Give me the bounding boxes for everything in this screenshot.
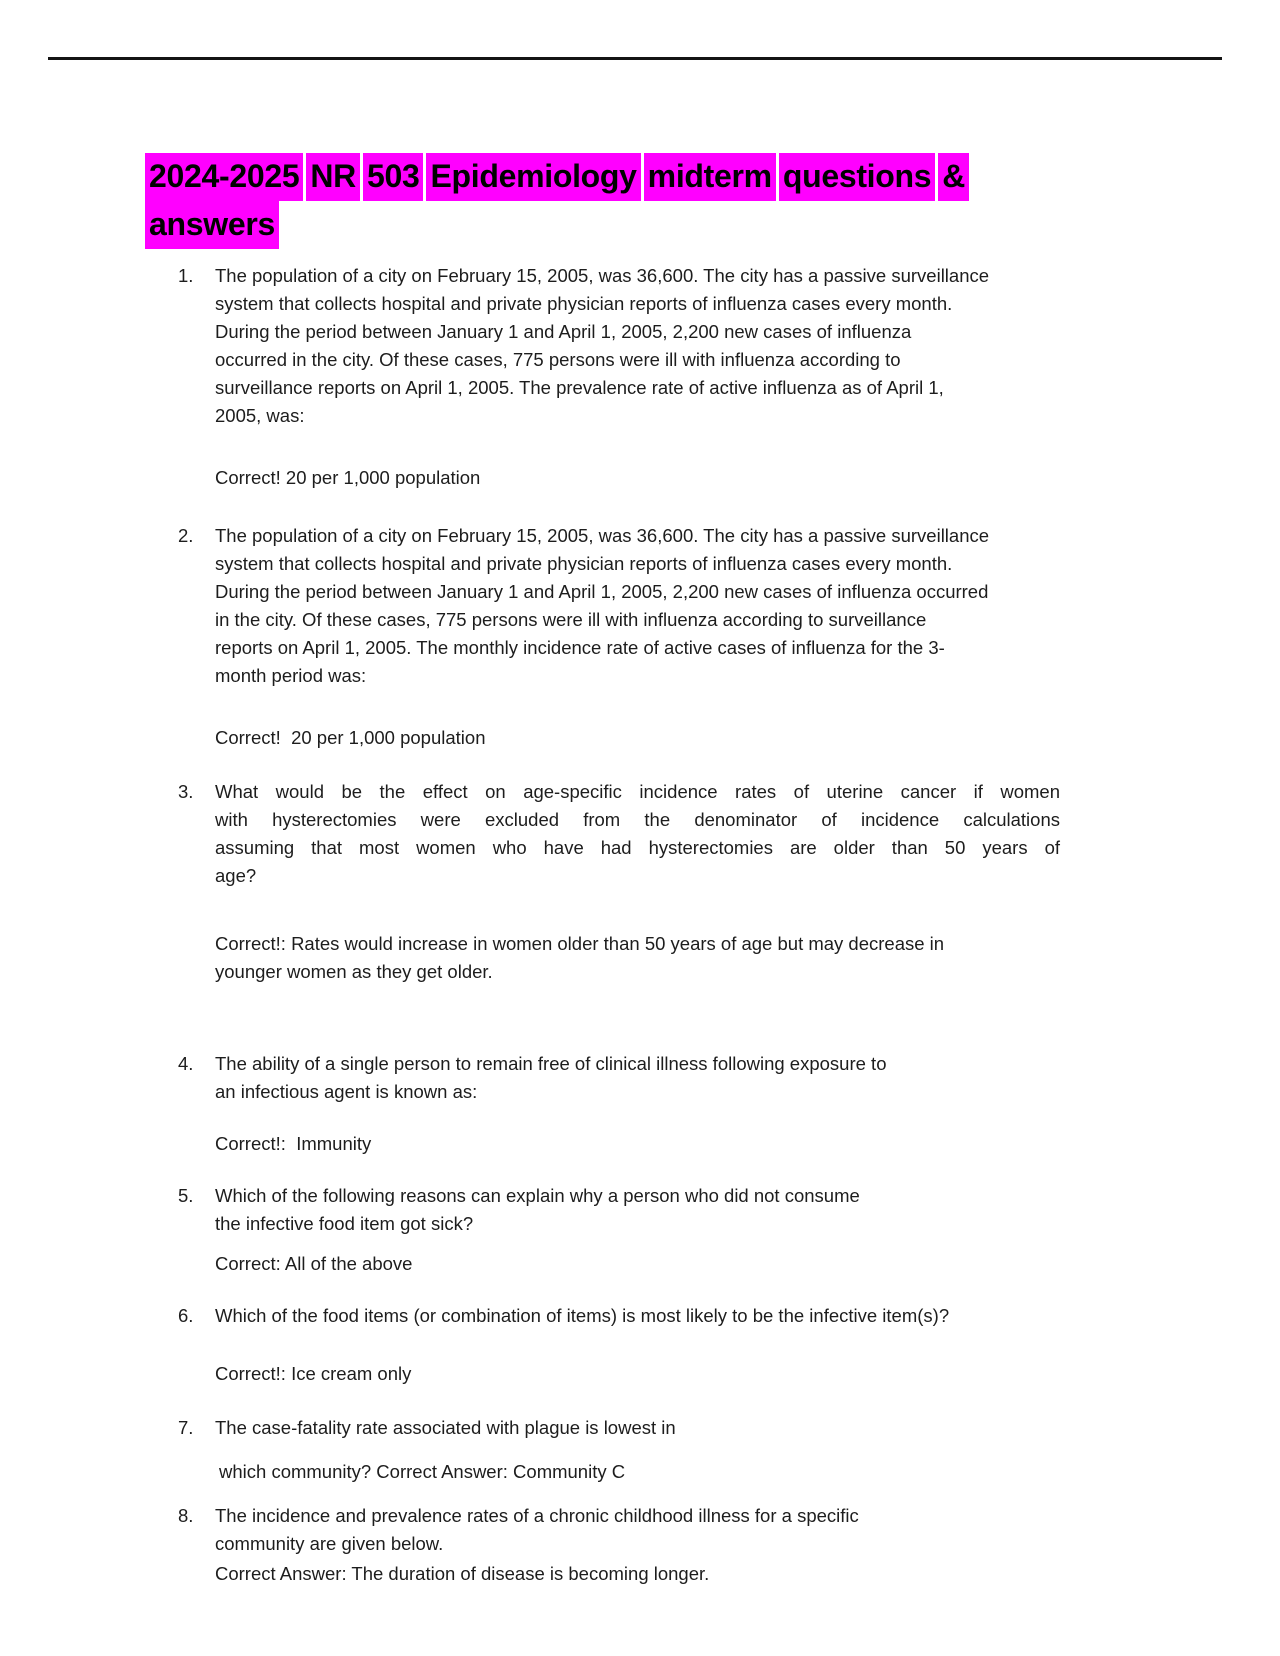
answer-line: Correct Answer: The duration of disease is becoming longer. [215, 1563, 710, 1584]
question-line: The incidence and prevalence rates of a chronic childhood illness for a specific [215, 1505, 859, 1526]
question-number: 3. [178, 781, 194, 802]
question-line: age? [215, 865, 257, 886]
question-line: During the period between January 1 and April 1, 2005, 2,200 new cases of influenza occurred [215, 581, 989, 602]
question-line: Which of the following reasons can explain why a person who did not consume [215, 1185, 860, 1206]
question-item [145, 778, 1145, 986]
horizontal-rule [48, 57, 1222, 60]
title-line [145, 152, 1145, 200]
answer-line: Correct! 20 per 1,000 population [215, 727, 486, 748]
question-line: system that collects hospital and private physician reports of influenza cases every month. [215, 293, 953, 314]
title-word-highlight: Epidemiology [426, 153, 640, 201]
question-line: community are given below. [215, 1533, 444, 1554]
answer-text [215, 1130, 1105, 1158]
question-line: What would be the effect on age-specific incidence rates of uterine cancer if women [215, 781, 1060, 802]
answer-text [215, 1250, 1105, 1278]
answer-line: Correct! 20 per 1,000 population [215, 467, 481, 488]
question-line: Which of the food items (or combination of items) is most likely to be the infective item(s)? [215, 1305, 950, 1326]
question-number: 6. [178, 1305, 194, 1326]
answer-line: Correct!: Immunity [215, 1133, 372, 1154]
question-line: surveillance reports on April 1, 2005. The prevalence rate of active influenza as of April 1, [215, 377, 944, 398]
question-item [145, 1050, 1145, 1158]
question-number: 4. [178, 1053, 194, 1074]
title-word-highlight: 503 [363, 153, 424, 201]
answer-text [215, 464, 1105, 492]
question-item [145, 1502, 1145, 1588]
answer-text [215, 1360, 1105, 1388]
question-line: The ability of a single person to remain free of clinical illness following exposure to [215, 1053, 887, 1074]
question-item [145, 262, 1145, 492]
question-line: in the city. Of these cases, 775 persons were ill with influenza according to surveillance [215, 609, 927, 630]
question-body [215, 1182, 1105, 1278]
question-body [215, 1502, 1105, 1588]
question-line: The population of a city on February 15, 2005, was 36,600. The city has a passive surveillance [215, 525, 990, 546]
question-body [215, 1414, 1105, 1486]
question-line: 2005, was: [215, 405, 305, 426]
title-word-highlight: NR [306, 153, 360, 201]
question-body [215, 778, 1060, 986]
question-number: 7. [178, 1417, 194, 1438]
question-line: assuming that most women who have had hysterectomies are older than 50 years of [215, 837, 1060, 858]
answer-text [215, 1458, 1105, 1486]
answer-line: Correct!: Rates would increase in women older than 50 years of age but may decrease in [215, 933, 945, 954]
question-item [145, 1182, 1145, 1278]
question-number: 5. [178, 1185, 194, 1206]
title-word-highlight: questions [779, 153, 935, 201]
title-line [145, 200, 1145, 248]
answer-text [215, 930, 1060, 986]
question-line: system that collects hospital and private physician reports of influenza cases every month. [215, 553, 953, 574]
answer-text [215, 724, 1105, 752]
question-line: month period was: [215, 665, 367, 686]
title-word-highlight: answers [145, 201, 279, 249]
answer-line: which community? Correct Answer: Community C [219, 1461, 626, 1482]
question-line: with hysterectomies were excluded from the denominator of incidence calculations [215, 809, 1060, 830]
question-line: the infective food item got sick? [215, 1213, 474, 1234]
question-line: an infectious agent is known as: [215, 1081, 478, 1102]
document-content [145, 152, 1145, 1588]
question-body [215, 1050, 1105, 1158]
question-body [215, 1302, 1105, 1388]
title-word-highlight: & [938, 153, 969, 201]
question-line: occurred in the city. Of these cases, 775 persons were ill with influenza according to [215, 349, 901, 370]
document-title [145, 152, 1145, 248]
question-line: reports on April 1, 2005. The monthly incidence rate of active cases of influenza for the 3- [215, 637, 945, 658]
questions-list [145, 262, 1145, 1588]
question-line: The case-fatality rate associated with plague is lowest in [215, 1417, 676, 1438]
question-line: The population of a city on February 15, 2005, was 36,600. The city has a passive surveillance [215, 265, 990, 286]
question-item [145, 522, 1145, 752]
question-item [145, 1414, 1145, 1486]
question-number: 1. [178, 265, 194, 286]
answer-text [215, 1560, 1105, 1588]
answer-line: Correct: All of the above [215, 1253, 413, 1274]
title-word-highlight: 2024-2025 [145, 153, 303, 201]
question-number: 2. [178, 525, 194, 546]
question-number: 8. [178, 1505, 194, 1526]
answer-line: younger women as they get older. [215, 961, 493, 982]
question-line: During the period between January 1 and April 1, 2005, 2,200 new cases of influenza [215, 321, 912, 342]
question-item [145, 1302, 1145, 1388]
question-body [215, 522, 1105, 752]
title-word-highlight: midterm [644, 153, 776, 201]
answer-line: Correct!: Ice cream only [215, 1363, 412, 1384]
question-body [215, 262, 1105, 492]
